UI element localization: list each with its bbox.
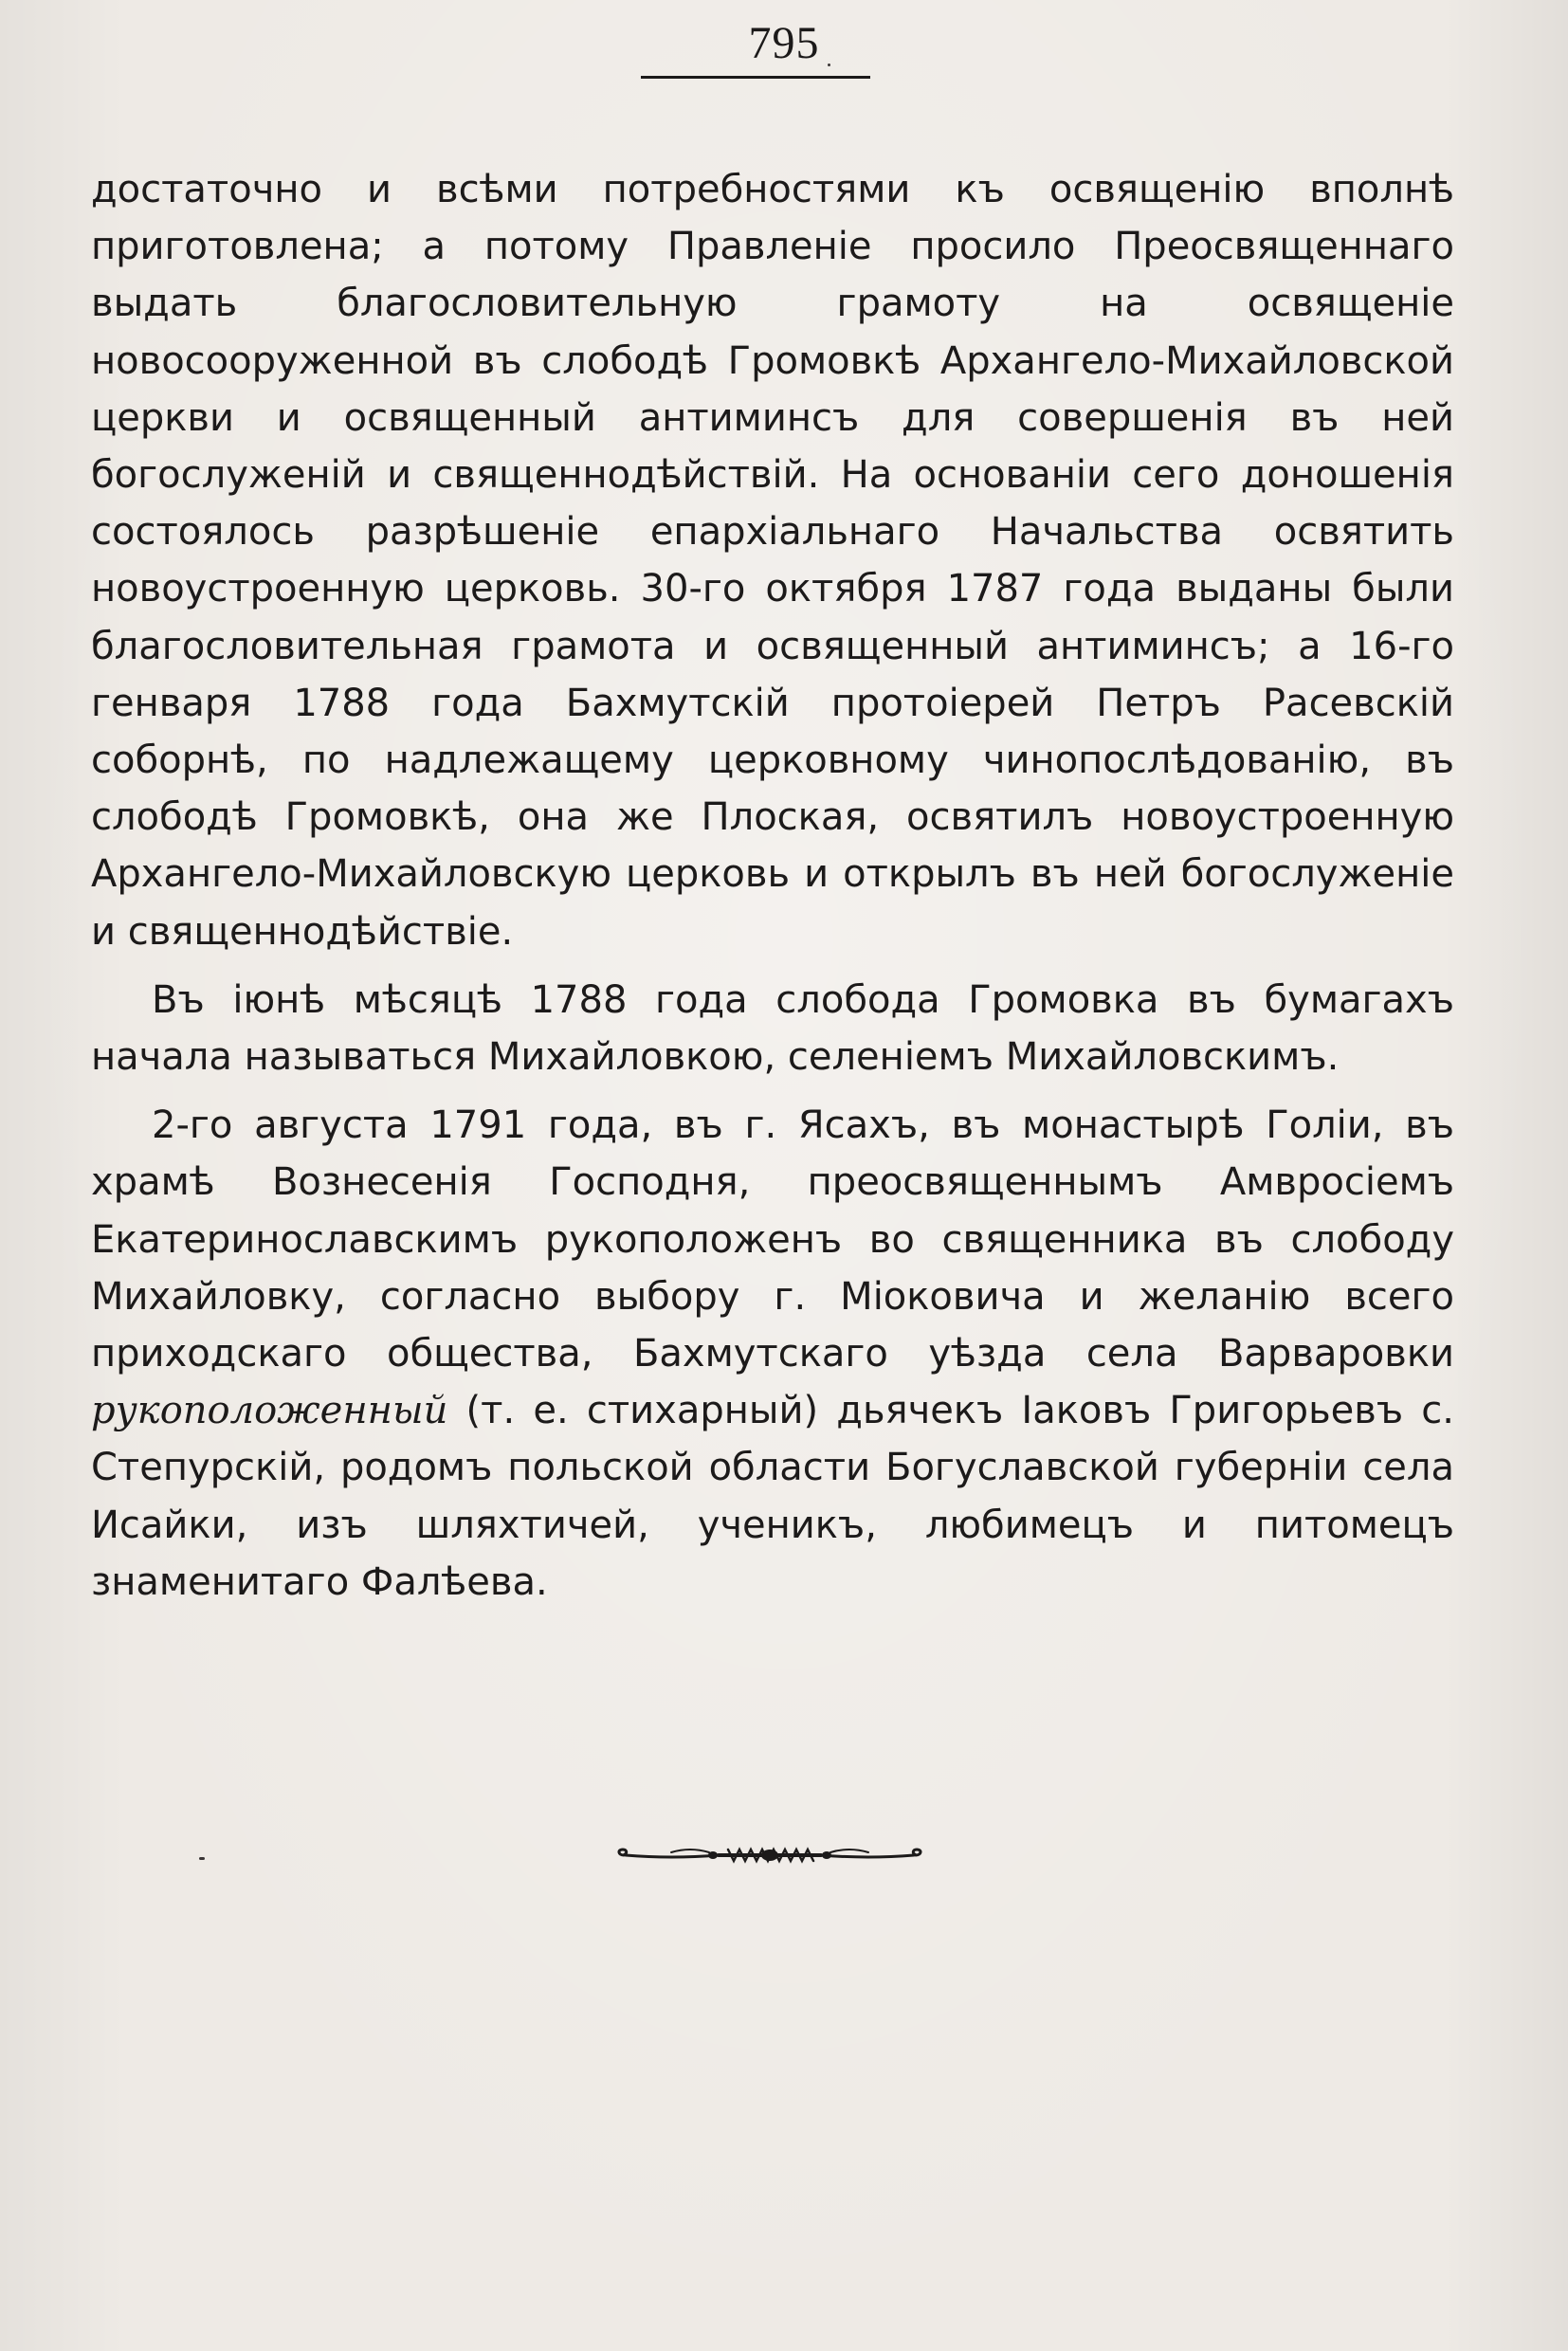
- ordination-text-end: (т. е. стихарный) дьячекъ Іаковъ Григорьевъ с. Степурскій, родомъ польской области Богуславской губерніи села Исайки, изъ шляхтичей, ученикъ, любимецъ и питомецъ знаменитаго Фалѣева.: [91, 1389, 1454, 1604]
- paragraph-renaming: Въ іюнѣ мѣсяцѣ 1788 года слобода Громовка въ бумагахъ начала называться Михайловкою, селеніемъ Михайловскимъ.: [91, 977, 1454, 1080]
- page-header: [0, 18, 1568, 70]
- paragraph-consecration: достаточно и всѣми потребностями къ освященію вполнѣ приготовлена; а потому Правленіе просило Преосвященнаго выдать благословительную грамоту на освященіе новосооруженной въ слободѣ Громовкѣ Архангело-Михайловской церкви и освященный антиминсъ для совершенія въ ней богослуженій и священнодѣйствій. На основаніи сего доношенія состоялось разрѣшеніе епархіальнаго Начальства освятить новоустроенную церковь. 30-го октября 1787 года выданы были благословительная грамота и освященный антиминсъ; а 16-го генваря 1788 года Бахмутскій протоіерей Петръ Расевскій соборнѣ, по надлежащему церковному чинопослѣдованію, въ слободѣ Громовкѣ, она же Плоская, освятилъ новоустроенную Архангело-Михайловскую церковь и открылъ въ ней богослуженіе и священнодѣйствіе.: [91, 168, 1454, 954]
- paragraph-ordination: [91, 1097, 1454, 1611]
- header-rule: [641, 76, 870, 79]
- print-speck: [199, 1857, 205, 1860]
- page-number: 795: [748, 18, 820, 68]
- ordination-emphasis: рукоположенный: [91, 1389, 448, 1433]
- body-text: [91, 161, 1454, 1611]
- print-speck: [828, 64, 830, 66]
- ordination-text-start: 2-го августа 1791 года, въ г. Ясахъ, въ монастырѣ Голіи, въ храмѣ Вознесенія Господня, преосвященнымъ Амвросіемъ Екатеринославскимъ рукоположенъ во священника въ слободу Михайловку, согласно выбору г. Міоковича и желанію всего приходскаго общества, Бахмутскаго уѣзда села Варваровки: [91, 1103, 1454, 1376]
- ornamental-divider-icon: [614, 1841, 925, 1868]
